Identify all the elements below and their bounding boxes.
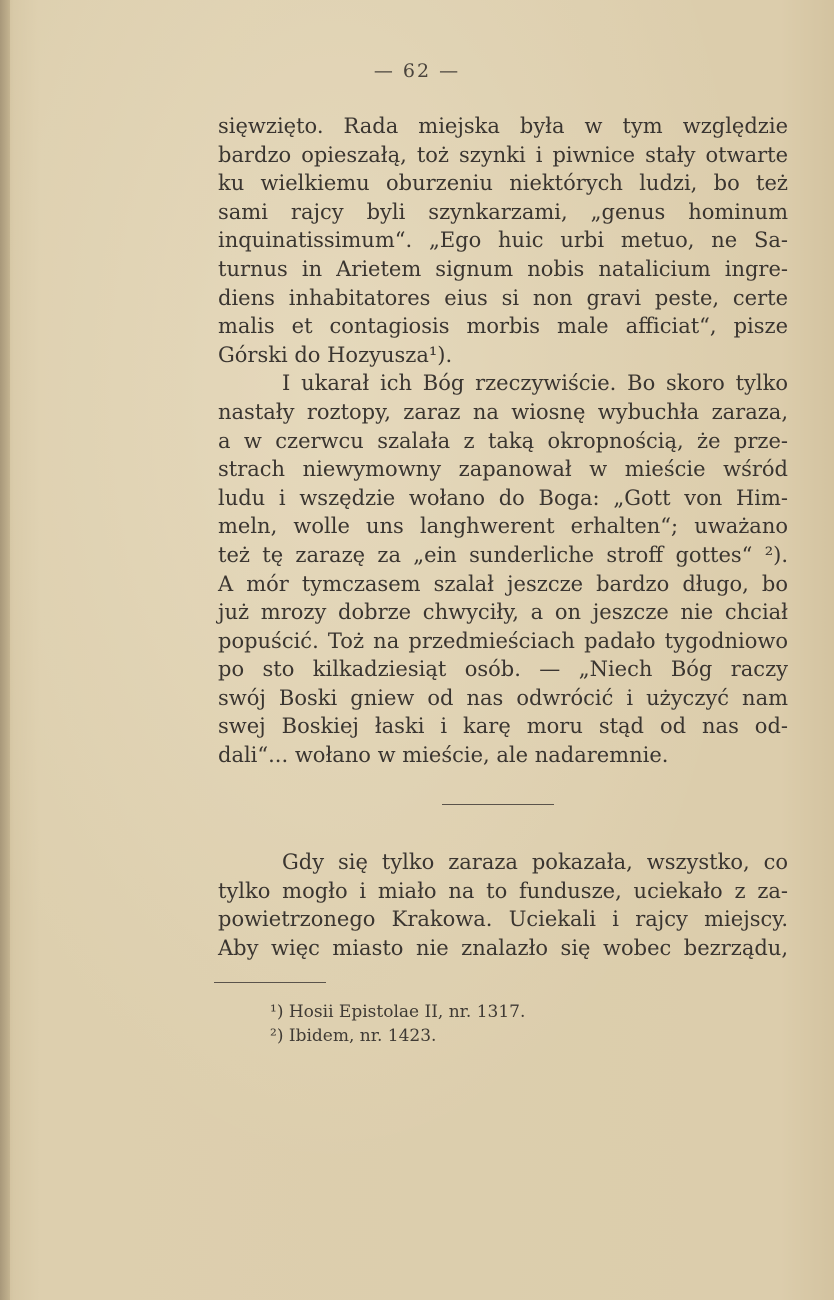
text-line: już mrozy dobrze chwyciły, a on jeszcze nie chciał bbox=[218, 600, 788, 625]
section-separator bbox=[442, 804, 554, 805]
text-line: Gdy się tylko zaraza pokazała, wszystko, co bbox=[282, 850, 788, 874]
text-line: swój Boski gniew od nas odwrócić i użyczyć nam bbox=[218, 685, 788, 710]
footnote-rule bbox=[214, 982, 326, 983]
text-line: diens inhabitatores eius si non gravi peste, certe bbox=[218, 285, 788, 310]
text-line: popuścić. Toż na przedmieściach padało tygodniowo bbox=[218, 628, 788, 653]
main-text-block bbox=[218, 112, 788, 770]
text-line: ku wielkiemu oburzeniu niektórych ludzi, bo też bbox=[218, 171, 788, 196]
text-line: I ukarał ich Bóg rzeczywiście. Bo skoro tylko bbox=[282, 371, 788, 396]
text-line: swej Boskiej łaski i karę moru stąd od nas od- bbox=[218, 714, 788, 739]
text-line: malis et contagiosis morbis male afficiat“, pisze bbox=[218, 314, 788, 339]
second-text-block bbox=[218, 848, 788, 962]
page-spine-shadow bbox=[0, 0, 10, 1300]
page-number: — 62 — bbox=[373, 60, 461, 82]
text-line: tylko mogło i miało na to fundusze, uciekało z za- bbox=[218, 878, 788, 903]
footnotes bbox=[270, 1000, 525, 1048]
footnote-text: Ibidem, nr. 1423. bbox=[288, 1026, 437, 1046]
text-line: powietrzonego Krakowa. Uciekali i rajcy miejscy. bbox=[218, 907, 788, 932]
text-line: meln, wolle uns langhwerent erhalten“; uważano bbox=[218, 514, 788, 539]
text-line: a w czerwcu szalała z taką okropnością, że prze- bbox=[218, 428, 788, 453]
text-line: ludu i wszędzie wołano do Boga: „Gott von Him- bbox=[218, 485, 788, 510]
text-line: turnus in Arietem signum nobis natalicium ingre- bbox=[218, 256, 788, 281]
text-line: Górski do Hozyusza¹). bbox=[218, 342, 453, 367]
text-line: sami rajcy byli szynkarzami, „genus hominum bbox=[218, 199, 788, 224]
footnote-2 bbox=[270, 1024, 525, 1048]
text-line: nastały roztopy, zaraz na wiosnę wybuchła zaraza, bbox=[218, 399, 788, 424]
text-line: A mór tymczasem szalał jeszcze bardzo długo, bo bbox=[218, 571, 788, 596]
text-line: strach niewymowny zapanował w mieście wśród bbox=[218, 457, 788, 482]
text-line: też tę zarazę za „ein sunderliche stroff gottes“ ²). bbox=[218, 542, 788, 567]
text-line: bardzo opieszałą, toż szynki i piwnice stały otwarte bbox=[218, 142, 788, 167]
footnote-mark: ²) bbox=[270, 1026, 284, 1046]
text-line: dali“... wołano w mieście, ale nadaremnie. bbox=[218, 743, 669, 768]
text-line: sięwzięto. Rada miejska była w tym względzie bbox=[218, 114, 788, 138]
footnote-mark: ¹) bbox=[270, 1002, 284, 1022]
text-line: po sto kilkadziesiąt osób. — „Niech Bóg raczy bbox=[218, 657, 788, 682]
footnote-1 bbox=[270, 1000, 525, 1024]
text-line: Aby więc miasto nie znalazło się wobec bezrządu, bbox=[218, 935, 788, 960]
footnote-text: Hosii Epistolae II, nr. 1317. bbox=[288, 1002, 526, 1022]
text-line: inquinatissimum“. „Ego huic urbi metuo, ne Sa- bbox=[218, 228, 788, 253]
